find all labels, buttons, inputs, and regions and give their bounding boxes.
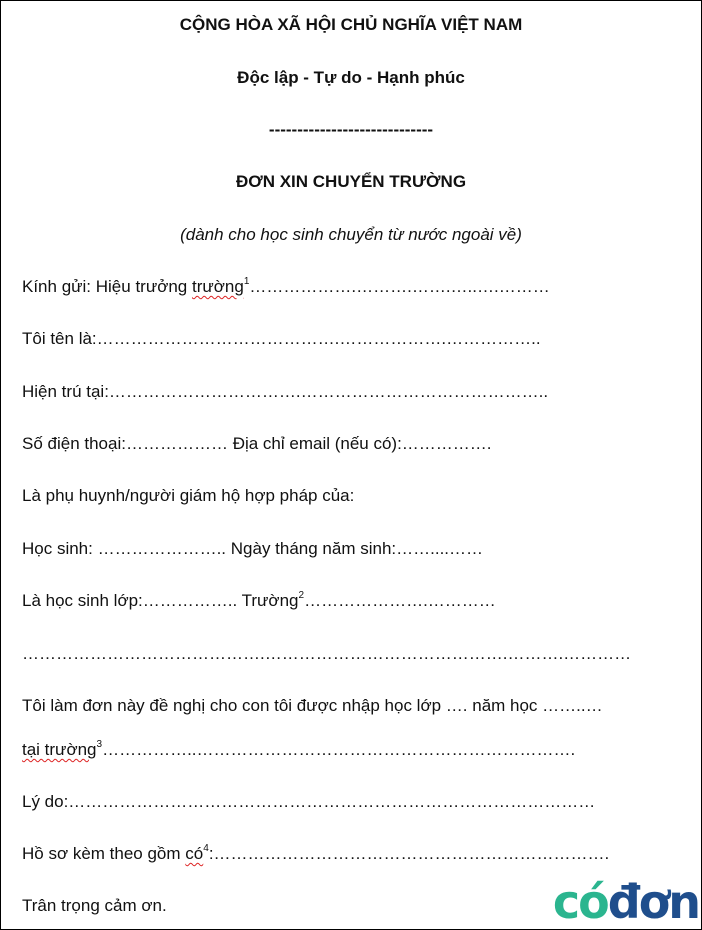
attachments-dots: :……………………………………………………………. [208, 844, 610, 863]
logo-part-co: có [552, 875, 608, 929]
document-title: ĐƠN XIN CHUYỂN TRƯỜNG [235, 172, 467, 191]
attachments-word: có [185, 844, 204, 863]
recipient-line [22, 277, 550, 297]
class-school-line [22, 591, 496, 611]
recipient-school-word: trường [191, 277, 244, 296]
motto-heading: Độc lập - Tự do - Hạnh phúc [237, 68, 465, 87]
contact-line: Số điện thoại:……………… Địa chỉ email (nếu có):……………. [22, 434, 492, 453]
blank-line: …………………………………….…………………………………….……….………… [22, 644, 632, 663]
target-school-line [22, 740, 575, 760]
footnote-1: 1 [243, 276, 250, 287]
document-subtitle: (dành cho học sinh chuyển từ nước ngoài về) [180, 225, 522, 244]
address-line: Hiện trú tại:…………………………….…………………………………….. [22, 382, 549, 401]
heading-divider: ----------------------------- [268, 120, 434, 139]
request-line: Tôi làm đơn này đề nghị cho con tôi được nhập học lớp …. năm học ……..… [22, 696, 603, 715]
attachments-line [22, 844, 609, 864]
footnote-3: 3 [96, 739, 103, 750]
class-school-dots: ………………….………… [304, 591, 496, 610]
recipient-label: Kính gửi: Hiệu trưởng [22, 277, 192, 296]
class-school-label: Là học sinh lớp:…………….. Trường [22, 591, 299, 610]
student-line: Học sinh: ………………….. Ngày tháng năm sinh:……....…… [22, 539, 484, 558]
target-school-dots: ……………..…………………………………………………………. [102, 740, 576, 759]
target-school-word: tại trường [22, 740, 97, 759]
attachments-label: Hồ sơ kèm theo gồm [22, 844, 186, 863]
logo-part-don: đơn [607, 875, 699, 929]
footnote-4: 4 [203, 843, 209, 854]
closing-line: Trân trọng cảm ơn. [22, 896, 167, 915]
footnote-2: 2 [298, 590, 305, 601]
recipient-dots: ……………….……….…….…..….……… [249, 277, 550, 296]
guardian-line: Là phụ huynh/người giám hộ hợp pháp của: [22, 486, 355, 505]
codon-logo [553, 875, 699, 929]
name-line: Tôi tên là:…………………………………….……………….…………….. [22, 329, 541, 348]
reason-line: Lý do:………………………………………………………………………………… [22, 792, 596, 811]
nation-heading: CỘNG HÒA XÃ HỘI CHỦ NGHĨA VIỆT NAM [179, 15, 523, 34]
